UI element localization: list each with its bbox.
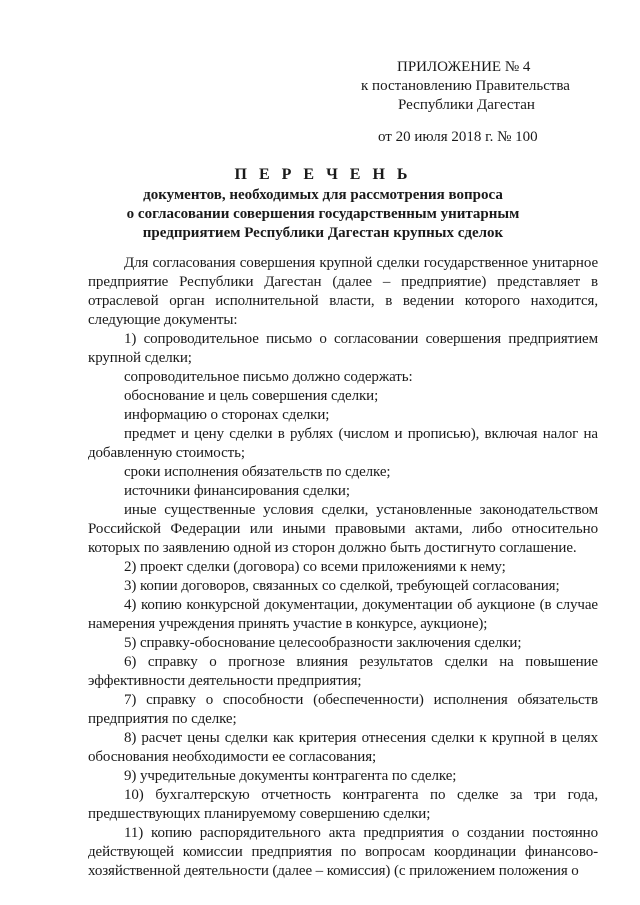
paragraph-item: 11) копию распорядительного акта предприятия о создании постоянно действующей комиссии предприятия по вопросам координации финансово-хозяйственной деятельности (далее – комиссия) (с приложением положения о	[88, 825, 598, 879]
paragraph-item: 10) бухгалтерскую отчетность контрагента по сделке за три года, предшествующих планируемому совершению сделки;	[88, 787, 598, 822]
paragraph-item: предмет и цену сделки в рублях (числом и прописью), включая налог на добавленную стоимость;	[88, 426, 598, 461]
document-heading	[80, 165, 566, 243]
paragraph-item: сопроводительное письмо должно содержать:	[124, 369, 413, 385]
paragraph-item: 3) копии договоров, связанных со сделкой, требующей согласования;	[124, 578, 560, 594]
paragraph-item: 7) справку о способности (обеспеченности) исполнения обязательств предприятия по сделке;	[88, 692, 598, 727]
paragraph-item: информацию о сторонах сделки;	[124, 407, 330, 423]
appendix-date: от 20 июля 2018 г. № 100	[378, 129, 538, 145]
paragraph-item: 6) справку о прогнозе влияния результатов сделки на повышение эффективности деятельности предприятия;	[88, 654, 598, 689]
appendix-title: ПРИЛОЖЕНИЕ № 4	[397, 59, 531, 75]
appendix-republic-line: Республики Дагестан	[398, 97, 535, 113]
heading-line-1: документов, необходимых для рассмотрения вопроса	[143, 187, 503, 203]
paragraph-item: источники финансирования сделки;	[124, 483, 350, 499]
paragraph-item: 5) справку-обоснование целесообразности заключения сделки;	[124, 635, 522, 651]
paragraph-intro: Для согласования совершения крупной сделки государственное унитарное предприятие Республики Дагестан (далее – предприятие) представляет в отраслевой орган исполнительной власти, в ведении которого находится, следующие документы:	[88, 255, 598, 328]
paragraph-item: 9) учредительные документы контрагента по сделке;	[124, 768, 457, 784]
paragraph-item: обоснование и цель совершения сделки;	[124, 388, 379, 404]
paragraph-item: 4) копию конкурсной документации, документации об аукционе (в случае намерения учреждения принять участие в конкурсе, аукционе);	[88, 597, 598, 632]
heading-line-2: о согласовании совершения государственным унитарным	[126, 206, 520, 222]
paragraph-item: сроки исполнения обязательств по сделке;	[124, 464, 391, 480]
heading-title: П Е Р Е Ч Е Н Ь	[234, 166, 412, 183]
heading-line-3: предприятием Республики Дагестан крупных сделок	[142, 225, 504, 241]
appendix-block	[340, 58, 600, 147]
paragraph-item: 8) расчет цены сделки как критерия отнесения сделки к крупной в целях обоснования необходимости ее согласования;	[88, 730, 598, 765]
paragraph-item: 1) сопроводительное письмо о согласовании совершения предприятием крупной сделки;	[88, 331, 598, 366]
paragraph-item: иные существенные условия сделки, установленные законодательством Российской Федерации или иными правовыми актами, либо относительно которых по заявлению одной из сторон должно быть достигнуто соглашение.	[88, 502, 598, 556]
document-body	[88, 254, 598, 881]
paragraph-item: 2) проект сделки (договора) со всеми приложениями к нему;	[124, 559, 506, 575]
appendix-resolution-line: к постановлению Правительства	[361, 78, 570, 94]
